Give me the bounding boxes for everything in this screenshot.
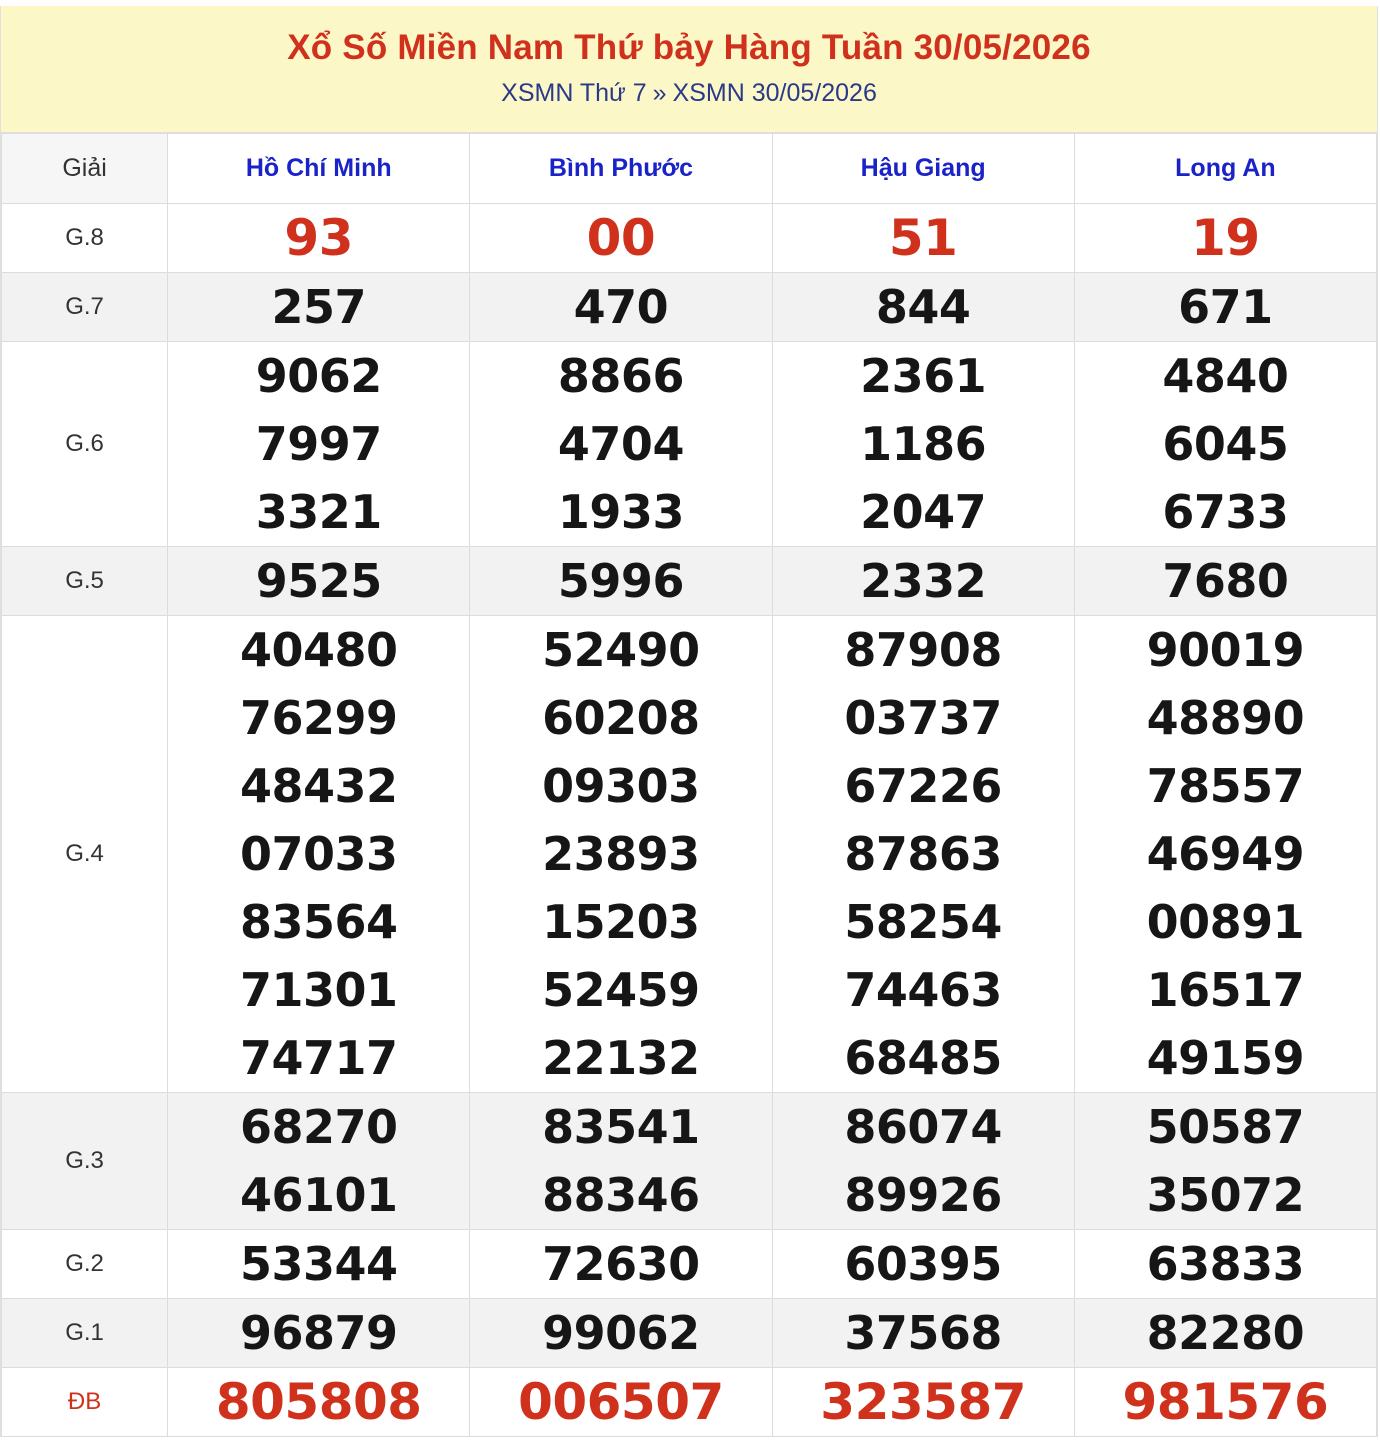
prize-cell: [772, 342, 1074, 547]
prize-number: 58254: [844, 895, 1002, 949]
prize-cell: [168, 273, 470, 342]
prize-number: 2361: [860, 349, 987, 403]
prize-cell: [1074, 616, 1376, 1093]
prize-number: 68485: [844, 1031, 1002, 1085]
prize-cell: [1074, 342, 1376, 547]
prize-number: 72630: [542, 1237, 700, 1291]
prize-cell: [168, 616, 470, 1093]
prize-number: 52459: [542, 963, 700, 1017]
table-row: [2, 1230, 1377, 1299]
prize-number: 74463: [844, 963, 1002, 1017]
table-row: [2, 273, 1377, 342]
prize-number: 99062: [542, 1306, 700, 1360]
results-body: [2, 204, 1377, 1437]
prize-cell: [1074, 204, 1376, 273]
prize-cell: [470, 1368, 772, 1437]
prize-number: 40480: [239, 623, 398, 677]
prize-number: 90019: [1146, 623, 1305, 677]
prize-cell: [772, 547, 1074, 616]
table-row: [2, 1368, 1377, 1437]
prize-number: 1933: [557, 485, 684, 539]
prize-cell: [772, 204, 1074, 273]
prize-cell: [772, 616, 1074, 1093]
prize-number: 257: [271, 280, 366, 334]
table-row: [2, 1093, 1377, 1230]
prize-label: ĐB: [2, 1368, 168, 1437]
prize-number: 09303: [542, 759, 700, 813]
prize-number: 82280: [1146, 1306, 1305, 1360]
prize-number: 6733: [1162, 485, 1289, 539]
prize-label: G.3: [2, 1093, 168, 1230]
page-title: Xổ Số Miền Nam Thứ bảy Hàng Tuần 30/05/2026: [287, 28, 1091, 67]
prize-number: 87908: [844, 623, 1002, 677]
prize-cell: [470, 273, 772, 342]
prize-cell: [168, 1299, 470, 1368]
prize-label: G.6: [2, 342, 168, 547]
breadcrumb-separator: »: [652, 79, 667, 107]
prize-number: 74717: [239, 1031, 398, 1085]
prize-number: 52490: [542, 623, 700, 677]
breadcrumb-link-weekday[interactable]: XSMN Thứ 7: [501, 79, 647, 107]
prize-number: 8866: [557, 349, 684, 403]
prize-cell: [772, 273, 1074, 342]
prize-cell: [470, 547, 772, 616]
prize-number: 7680: [1162, 554, 1289, 608]
prize-number: 93: [284, 209, 354, 267]
prize-number: 9525: [255, 554, 382, 608]
prize-cell: [168, 1368, 470, 1437]
prize-cell: [168, 1230, 470, 1299]
table-row: [2, 342, 1377, 547]
prize-number: 00: [586, 209, 656, 267]
prize-number: 71301: [239, 963, 398, 1017]
prize-cell: [772, 1093, 1074, 1230]
prize-number: 63833: [1146, 1237, 1305, 1291]
prize-number: 844: [875, 280, 971, 334]
prize-label: G.7: [2, 273, 168, 342]
prize-number: 46101: [239, 1168, 398, 1222]
table-row: [2, 1299, 1377, 1368]
prize-cell: [1074, 1299, 1376, 1368]
prize-label: G.8: [2, 204, 168, 273]
prize-cell: [470, 342, 772, 547]
prize-label: G.5: [2, 547, 168, 616]
prize-label: G.1: [2, 1299, 168, 1368]
table-row: [2, 616, 1377, 1093]
table-row: [2, 547, 1377, 616]
prize-cell: [772, 1299, 1074, 1368]
prize-number: 323587: [820, 1373, 1027, 1431]
prize-number: 68270: [239, 1100, 398, 1154]
prize-cell: [168, 547, 470, 616]
column-header-province[interactable]: Hồ Chí Minh: [168, 134, 470, 204]
prize-cell: [470, 1093, 772, 1230]
prize-number: 48890: [1146, 691, 1305, 745]
prize-number: 4840: [1162, 349, 1289, 403]
prize-cell: [470, 1230, 772, 1299]
results-panel: [0, 6, 1378, 1437]
prize-cell: [772, 1230, 1074, 1299]
prize-number: 67226: [844, 759, 1002, 813]
prize-label: G.4: [2, 616, 168, 1093]
prize-number: 49159: [1146, 1031, 1305, 1085]
results-header: [1, 6, 1377, 133]
prize-number: 07033: [239, 827, 398, 881]
prize-number: 87863: [844, 827, 1002, 881]
prize-number: 83541: [542, 1100, 700, 1154]
results-table: [1, 133, 1377, 1437]
prize-number: 76299: [239, 691, 398, 745]
prize-number: 470: [573, 280, 669, 334]
prize-number: 15203: [542, 895, 700, 949]
table-row: [2, 204, 1377, 273]
prize-cell: [772, 1368, 1074, 1437]
prize-number: 671: [1178, 280, 1273, 334]
prize-cell: [470, 616, 772, 1093]
prize-number: 03737: [844, 691, 1002, 745]
prize-number: 83564: [239, 895, 398, 949]
prize-number: 60208: [542, 691, 700, 745]
prize-number: 50587: [1146, 1100, 1305, 1154]
prize-number: 805808: [215, 1373, 422, 1431]
prize-cell: [1074, 547, 1376, 616]
prize-number: 60395: [844, 1237, 1002, 1291]
prize-number: 22132: [542, 1031, 700, 1085]
prize-number: 006507: [518, 1373, 724, 1431]
prize-number: 2332: [860, 554, 987, 608]
column-header-province[interactable]: Hậu Giang: [772, 134, 1074, 204]
prize-cell: [1074, 1230, 1376, 1299]
prize-number: 96879: [239, 1306, 398, 1360]
prize-number: 53344: [239, 1237, 398, 1291]
prize-number: 00891: [1146, 895, 1305, 949]
prize-number: 23893: [542, 827, 700, 881]
prize-number: 19: [1191, 209, 1260, 267]
prize-cell: [470, 204, 772, 273]
prize-cell: [1074, 1093, 1376, 1230]
column-header-province[interactable]: Bình Phước: [470, 134, 772, 204]
prize-number: 46949: [1146, 827, 1305, 881]
breadcrumb: [1, 78, 1377, 108]
prize-cell: [168, 204, 470, 273]
prize-cell: [168, 1093, 470, 1230]
prize-number: 89926: [844, 1168, 1002, 1222]
prize-number: 78557: [1146, 759, 1305, 813]
prize-number: 1186: [860, 417, 987, 471]
prize-cell: [168, 342, 470, 547]
prize-number: 4704: [557, 417, 684, 471]
table-header-row: [2, 134, 1377, 204]
prize-number: 981576: [1122, 1373, 1329, 1431]
breadcrumb-link-date[interactable]: XSMN 30/05/2026: [672, 79, 877, 107]
prize-number: 9062: [255, 349, 382, 403]
prize-number: 37568: [844, 1306, 1002, 1360]
prize-number: 16517: [1146, 963, 1305, 1017]
prize-number: 51: [888, 209, 958, 267]
prize-number: 48432: [239, 759, 398, 813]
prize-number: 88346: [542, 1168, 700, 1222]
prize-label: G.2: [2, 1230, 168, 1299]
prize-cell: [470, 1299, 772, 1368]
prize-number: 7997: [255, 417, 382, 471]
column-header-province[interactable]: Long An: [1074, 134, 1376, 204]
column-header-prize: Giải: [2, 134, 168, 204]
prize-number: 86074: [844, 1100, 1002, 1154]
prize-number: 35072: [1146, 1168, 1305, 1222]
prize-cell: [1074, 1368, 1376, 1437]
prize-cell: [1074, 273, 1376, 342]
prize-number: 3321: [255, 485, 382, 539]
prize-number: 6045: [1162, 417, 1289, 471]
prize-number: 2047: [860, 485, 987, 539]
prize-number: 5996: [557, 554, 684, 608]
